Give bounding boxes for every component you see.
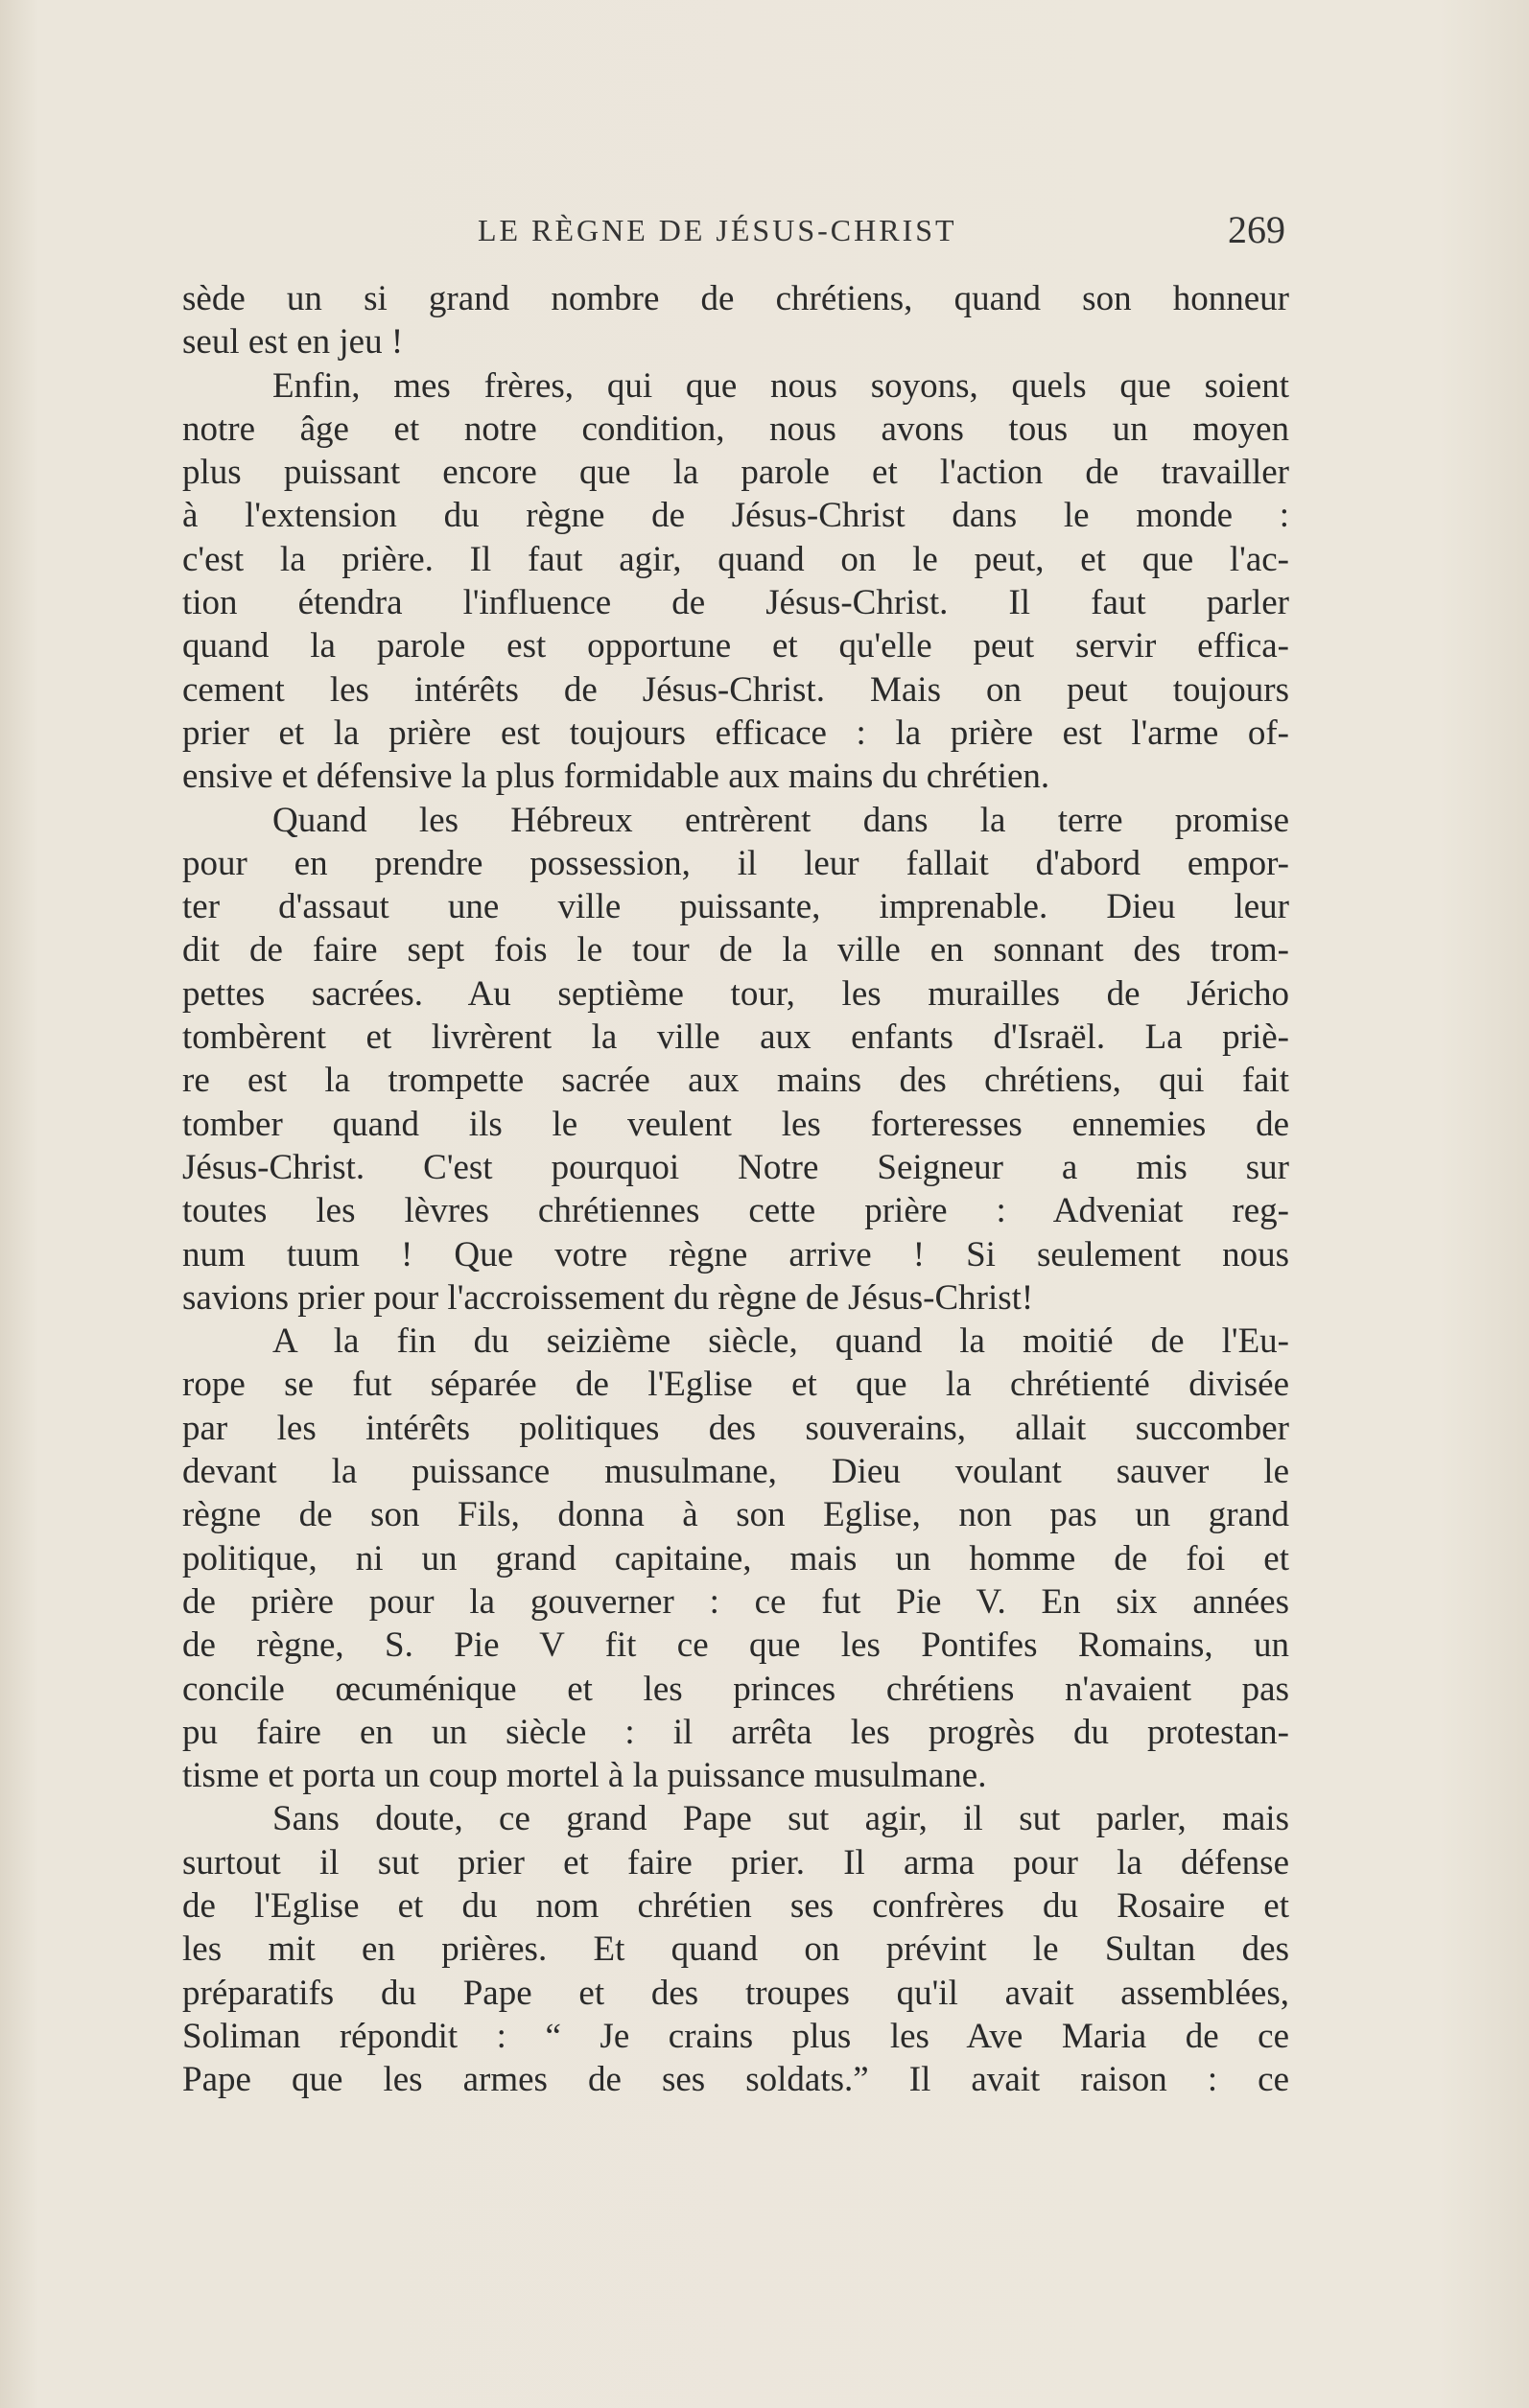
text-line: les mit en prières. Et quand on prévint le Sultan des xyxy=(182,1929,1289,1970)
text-line: Pape que les armes de ses soldats.” Il avait raison : ce xyxy=(182,2060,1289,2100)
text-line: Soliman répondit : “ Je crains plus les Ave Maria de ce xyxy=(182,2016,1289,2056)
text-line: tion étendra l'influence de Jésus-Christ. Il faut parler xyxy=(182,583,1289,623)
text-line: tisme et porta un coup mortel à la puissance musulmane. xyxy=(182,1756,987,1796)
text-line: tomber quand ils le veulent les forteresses ennemies de xyxy=(182,1104,1289,1144)
text-line: rope se fut séparée de l'Eglise et que la chrétienté divisée xyxy=(182,1365,1289,1405)
text-line: notre âge et notre condition, nous avons tous un moyen xyxy=(182,409,1289,449)
text-line: règne de son Fils, donna à son Eglise, non pas un grand xyxy=(182,1495,1289,1535)
text-line: par les intérêts politiques des souverains, allait succomber xyxy=(182,1408,1289,1448)
text-line: toutes les lèvres chrétiennes cette prière : Adveniat reg- xyxy=(182,1191,1289,1231)
text-line: pettes sacrées. Au septième tour, les murailles de Jéricho xyxy=(182,973,1289,1014)
text-line: plus puissant encore que la parole et l'action de travailler xyxy=(182,453,1289,493)
text-line: surtout il sut prier et faire prier. Il arma pour la défense xyxy=(182,1842,1289,1882)
text-line: pour en prendre possession, il leur fallait d'abord empor- xyxy=(182,843,1289,883)
text-line: sède un si grand nombre de chrétiens, quand son honneur xyxy=(182,279,1289,318)
text-line: re est la trompette sacrée aux mains des chrétiens, qui fait xyxy=(182,1061,1289,1101)
running-title: LE RÈGNE DE JÉSUS-CHRIST xyxy=(478,213,957,247)
text-line: Sans doute, ce grand Pape sut agir, il sut parler, mais xyxy=(272,1799,1289,1839)
page-number: 269 xyxy=(1228,208,1285,251)
text-line: num tuum ! Que votre règne arrive ! Si seulement nous xyxy=(182,1234,1289,1274)
text-line: ter d'assaut une ville puissante, imprenable. Dieu leur xyxy=(182,887,1289,927)
text-line: de règne, S. Pie V fit ce que les Pontifes Romains, un xyxy=(182,1625,1289,1666)
text-line: Quand les Hébreux entrèrent dans la terre promise xyxy=(272,800,1289,840)
text-line: ensive et défensive la plus formidable aux mains du chrétien. xyxy=(182,757,1050,797)
text-line: prier et la prière est toujours efficace : la prière est l'arme of- xyxy=(182,713,1289,753)
text-line: c'est la prière. Il faut agir, quand on le peut, et que l'ac- xyxy=(182,539,1289,579)
text-line: Jésus-Christ. C'est pourquoi Notre Seigneur a mis sur xyxy=(182,1147,1289,1187)
text-line: de prière pour la gouverner : ce fut Pie V. En six années xyxy=(182,1581,1289,1622)
running-head xyxy=(182,203,1285,261)
text-line: dit de faire sept fois le tour de la ville en sonnant des trom- xyxy=(182,930,1289,970)
text-line: quand la parole est opportune et qu'elle peut servir effica- xyxy=(182,626,1289,666)
text-line: devant la puissance musulmane, Dieu voulant sauver le xyxy=(182,1452,1289,1492)
text-line: préparatifs du Pape et des troupes qu'il avait assemblées, xyxy=(182,1973,1289,2013)
text-line: Enfin, mes frères, qui que nous soyons, quels que soient xyxy=(272,365,1289,406)
text-line: concile œcuménique et les princes chrétiens n'avaient pas xyxy=(182,1669,1289,1709)
text-line: cement les intérêts de Jésus-Christ. Mais on peut toujours xyxy=(182,669,1289,710)
text-line: à l'extension du règne de Jésus-Christ dans le monde : xyxy=(182,496,1289,536)
text-line: pu faire en un siècle : il arrêta les progrès du protestan- xyxy=(182,1712,1289,1752)
text-line: seul est en jeu ! xyxy=(182,322,404,362)
text-line: A la fin du seizième siècle, quand la moitié de l'Eu- xyxy=(272,1321,1289,1362)
text-line: savions prier pour l'accroissement du règne de Jésus-Christ! xyxy=(182,1277,1034,1318)
text-line: tombèrent et livrèrent la ville aux enfants d'Israël. La priè- xyxy=(182,1017,1289,1058)
body-text xyxy=(182,277,1289,2101)
text-line: politique, ni un grand capitaine, mais un homme de foi et xyxy=(182,1538,1289,1578)
text-line: de l'Eglise et du nom chrétien ses confrères du Rosaire et xyxy=(182,1885,1289,1926)
